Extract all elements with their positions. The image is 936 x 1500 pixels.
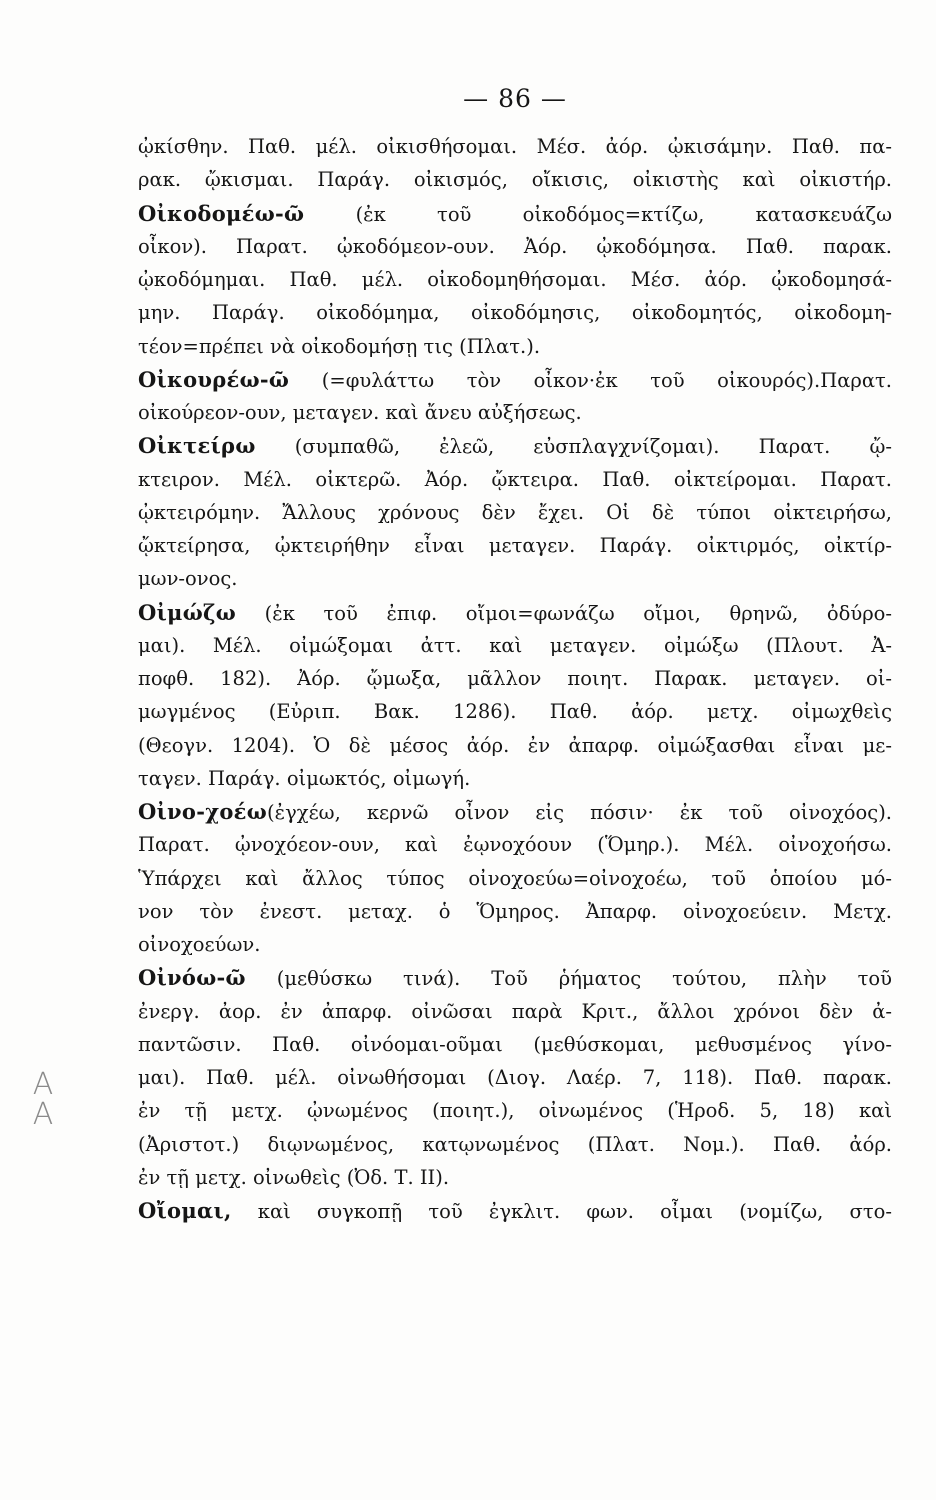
entry-first-line xyxy=(138,429,892,462)
dictionary-text xyxy=(138,130,892,1227)
text-line xyxy=(138,729,892,762)
text-line xyxy=(138,928,892,961)
text-line xyxy=(138,396,892,429)
text-line xyxy=(138,496,892,529)
headword: Οἰνο-χοέω xyxy=(138,799,268,824)
headword: Οἰκουρέω-ῶ xyxy=(138,366,290,392)
line-text: μην. Παράγ. οἰκοδόμημα, οἰκοδόμησις, οἰκοδομητός, οἰκοδομη- xyxy=(138,301,892,325)
line-text: μαι). Παθ. μέλ. οἰνωθήσομαι (Διογ. Λαέρ. 7, 118). Παθ. παρακ. xyxy=(138,1066,892,1089)
line-text: Ὑπάρχει καὶ ἄλλος τύπος οἰνοχοεύω=οἰνοχοέω, τοῦ ὁποίου μό- xyxy=(138,866,892,890)
line-text: οἰνοχοεύων. xyxy=(138,933,261,956)
entry-first-line xyxy=(138,596,892,629)
line-text: ρακ. ᾤκισμαι. Παράγ. οἰκισμός, οἴκισις, οἰκιστὴς καὶ οἰκιστήρ. xyxy=(138,168,892,192)
line-text: νον τὸν ἐνεστ. μεταχ. ὁ Ὅμηρος. Ἀπαρφ. οἰνοχοεύειν. Μετχ. xyxy=(138,899,892,923)
text-line xyxy=(138,230,892,263)
line-text: ᾤκτείρησα, ᾠκτειρήθην εἶναι μεταγεν. Παράγ. οἰκτιρμός, οἰκτίρ- xyxy=(138,534,892,557)
line-text: (Ἀριστοτ.) διῳνωμένος, κατῳνωμένος (Πλατ. Νομ.). Παθ. ἀόρ. xyxy=(138,1132,892,1156)
headword: Οἰκοδομέω-ῶ xyxy=(138,200,305,226)
line-text: (ἐκ τοῦ ἐπιφ. οἴμοι=φωνάζω οἴμοι, θρηνῶ, ὀδύρο- xyxy=(236,601,892,625)
line-text: ᾠκτειρόμην. Ἄλλους χρόνους δὲν ἔχει. Οἱ δὲ τύποι οἰκτειρήσω, xyxy=(138,500,892,524)
text-line xyxy=(138,895,892,928)
page-number: — 86 — xyxy=(463,84,567,113)
line-text: (ἐγχέω, κερνῶ οἶνον εἰς πόσιν· ἐκ τοῦ οἰνοχόος). xyxy=(267,801,892,824)
text-line xyxy=(138,463,892,496)
text-line xyxy=(138,163,892,196)
entry-first-line xyxy=(138,1194,892,1227)
line-text: παντῶσιν. Παθ. οἰνόομαι-οῦμαι (μεθύσκομαι, μεθυσμένος γίνο- xyxy=(138,1032,892,1056)
text-line xyxy=(138,828,892,861)
text-line xyxy=(138,1094,892,1127)
text-line xyxy=(138,1061,892,1094)
line-text: (Θεογν. 1204). Ὁ δὲ μέσος ἀόρ. ἐν ἀπαρφ. οἰμώξασθαι εἶναι με- xyxy=(138,733,892,757)
text-line xyxy=(138,130,892,163)
entry-first-line xyxy=(138,961,892,994)
entry-first-line xyxy=(138,795,892,828)
text-line xyxy=(138,1128,892,1161)
line-text: (συμπαθῶ, ἐλεῶ, εὐσπλαγχνίζομαι). Παρατ. ᾤ- xyxy=(255,435,892,459)
text-line xyxy=(138,296,892,329)
text-line xyxy=(138,529,892,562)
line-text: Παρατ. ᾠνοχόεον-ουν, καὶ ἐῳνοχόουν (Ὅμηρ.). Μέλ. οἰνοχοήσω. xyxy=(138,833,892,857)
text-line xyxy=(138,662,892,695)
line-text: ποφθ. 182). Ἀόρ. ᾤμωξα, μᾶλλον ποιητ. Παρακ. μεταγεν. οἰ- xyxy=(138,667,892,690)
headword: Οἰκτείρω xyxy=(138,433,256,459)
line-text: οἶκον). Παρατ. ᾠκοδόμεον-ουν. Ἀόρ. ᾠκοδόμησα. Παθ. παρακ. xyxy=(138,234,892,258)
line-text: ταγεν. Παράγ. οἰμωκτός, οἰμωγή. xyxy=(138,766,471,790)
headword: Οἰμώζω xyxy=(138,599,237,625)
margin-letter: Α xyxy=(32,1097,54,1132)
line-text: ἐν τῇ μετχ. οἰνωθεὶς (Ὀδ. Τ. ΙΙ). xyxy=(138,1165,450,1189)
line-text: ἐνεργ. ἀορ. ἐν ἀπαρφ. οἰνῶσαι παρὰ Κριτ., ἄλλοι χρόνοι δὲν ἀ- xyxy=(138,999,892,1023)
line-text: ἐν τῇ μετχ. ᾠνωμένος (ποιητ.), οἰνωμένος (Ἡροδ. 5, 18) καὶ xyxy=(138,1099,892,1123)
line-text: μων-ονος. xyxy=(138,567,238,591)
line-text: ᾠκίσθην. Παθ. μέλ. οἰκισθήσομαι. Μέσ. ἀόρ. ᾠκισάμην. Παθ. πα- xyxy=(138,135,892,158)
entry-first-line xyxy=(138,197,892,230)
line-text: (=φυλάττω τὸν οἶκον·ἐκ τοῦ οἰκουρός).Παρατ. xyxy=(289,368,892,392)
line-text: καὶ συγκοπῇ τοῦ ἐγκλιτ. φων. οἶμαι (νομίζω, στο- xyxy=(231,1200,892,1223)
line-text: τέον=πρέπει νὰ οἰκοδομήσῃ τις (Πλατ.). xyxy=(138,334,541,358)
entry-first-line xyxy=(138,363,892,396)
text-line xyxy=(138,562,892,595)
text-line xyxy=(138,762,892,795)
headword: Οἰνόω-ῶ xyxy=(138,965,246,991)
text-line xyxy=(138,330,892,363)
headword: Οἴομαι, xyxy=(138,1198,232,1223)
text-line xyxy=(138,1028,892,1061)
line-text: (μεθύσκω τινά). Τοῦ ῥήματος τούτου, πλὴν τοῦ xyxy=(245,967,892,991)
line-text: ᾠκοδόμημαι. Παθ. μέλ. οἰκοδομηθήσομαι. Μέσ. ἀόρ. ᾠκοδομησά- xyxy=(138,268,892,291)
text-line xyxy=(138,995,892,1028)
text-line xyxy=(138,695,892,728)
line-text: μαι). Μέλ. οἰμώξομαι ἀττ. καὶ μεταγεν. οἰμώξω (Πλουτ. Ἀ- xyxy=(138,633,892,657)
text-line xyxy=(138,1161,892,1194)
line-text: κτειρον. Μέλ. οἰκτερῶ. Ἀόρ. ᾤκτειρα. Παθ. οἰκτείρομαι. Παρατ. xyxy=(138,467,892,491)
text-line xyxy=(138,862,892,895)
line-text: οἰκούρεον-ουν, μεταγεν. καὶ ἄνευ αὐξήσεως. xyxy=(138,401,582,424)
line-text: (ἐκ τοῦ οἰκοδόμος=κτίζω, κατασκευάζω xyxy=(304,202,892,226)
text-line xyxy=(138,263,892,296)
text-line xyxy=(138,629,892,662)
margin-annotation xyxy=(18,1067,68,1132)
margin-letter: Α xyxy=(32,1067,54,1102)
line-text: μωγμένος (Εὐριπ. Βακ. 1286). Παθ. ἀόρ. μετχ. οἰμωχθεὶς xyxy=(138,700,892,724)
